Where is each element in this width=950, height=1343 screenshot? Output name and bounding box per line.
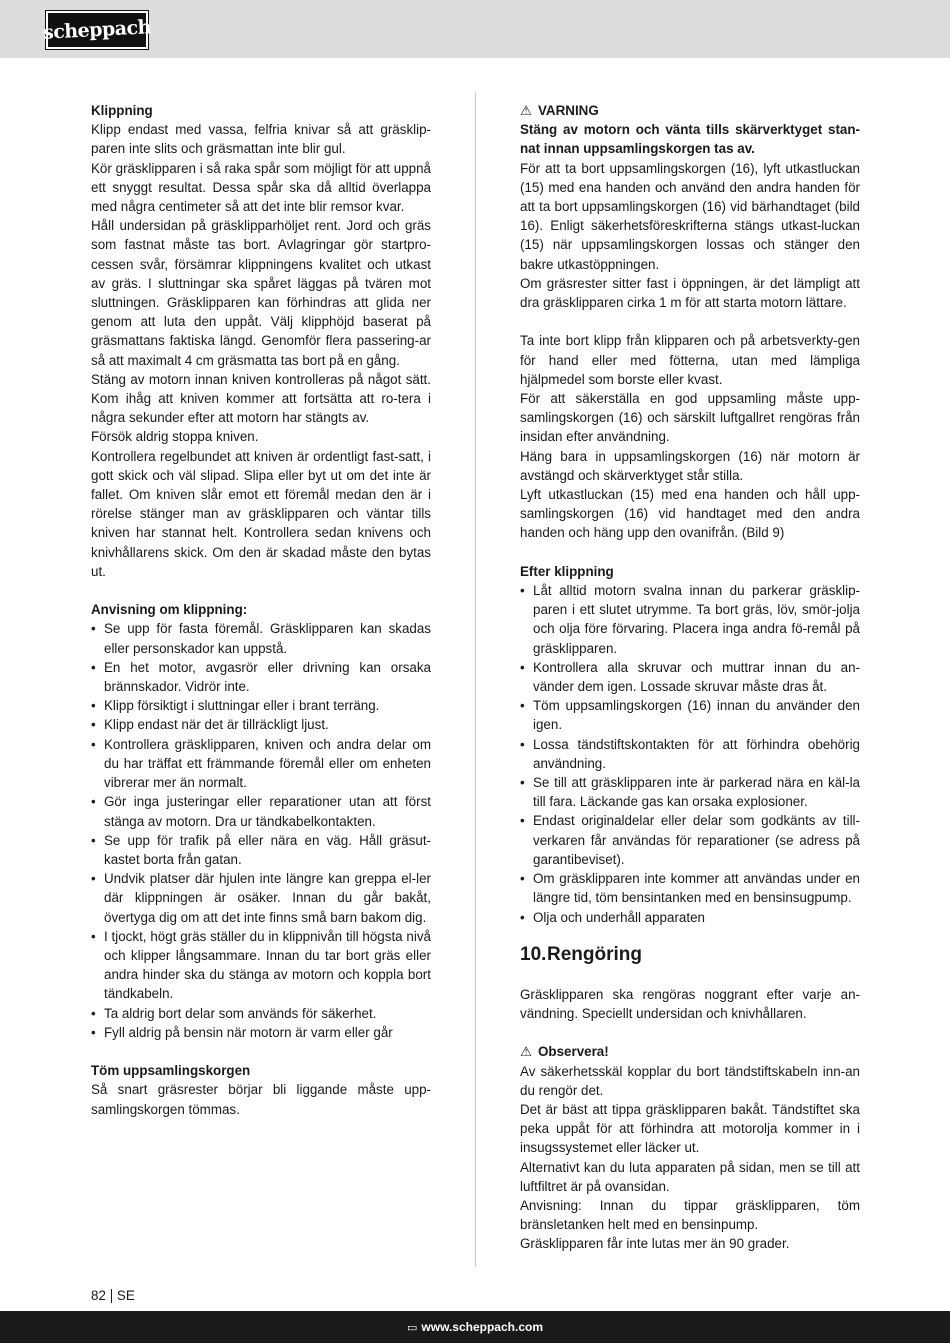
list-item: • Se upp för fasta föremål. Gräsklipparen kan skadas eller personskador kan uppstå. [91, 619, 431, 657]
paragraph: Stäng av motorn innan kniven kontrolleras på något sätt. Kom ihåg att kniven kommer att fortsätta att ro-tera i några sekunder efter att motorn har stängts av. [91, 371, 431, 426]
efter-list [520, 581, 860, 927]
list-item: • I tjockt, högt gräs ställer du in klippnivån till högsta nivå och klipper långsammare. Innan du tar bort gräs eller andra hinder ska du stänga av motorn och koppla bort tändkabeln. [91, 927, 431, 1004]
page-number: 82 [91, 1288, 106, 1303]
observera-label: Observera! [538, 1044, 609, 1060]
observera-heading [520, 1042, 860, 1061]
page-footer [91, 1288, 135, 1303]
paragraph: Försök aldrig stoppa kniven. [91, 429, 259, 445]
list-item: • Kontrollera alla skruvar och muttrar innan du an-vänder dem igen. Lossade skruvar måste dras åt. [520, 658, 860, 696]
list-item: • Endast originaldelar eller delar som godkänts av till-verkaren får användas för reparationer (se adress på garantibeviset). [520, 811, 860, 869]
paragraph: För att säkerställa en god uppsamling måste upp-samlingskorgen (16) och särskilt luftgallret rengöras från insidan efter användning. [520, 391, 860, 445]
paragraph: Kör gräsklipparen i så raka spår som möjligt för att uppnå ett snyggt resultat. Dessa spår ska då alltid överlappa med några centimeter så att det inte blir remsor kvar. [91, 160, 431, 215]
list-item: • Töm uppsamlingskorgen (16) innan du använder den igen. [520, 696, 860, 734]
list-item: • Lossa tändstiftskontakten för att förhindra obehörig användning. [520, 735, 860, 773]
footer-bar [0, 1311, 950, 1343]
paragraph: Om gräsrester sitter fast i öppningen, är det lämpligt att dra gräsklipparen cirka 1 m för att starta motorn lättare. [520, 275, 860, 311]
varning-bold: Stäng av motorn och vänta tills skärverktyget stan-nat innan uppsamlingskorgen tas av. [520, 122, 860, 157]
paragraph: Av säkerhetsskäl kopplar du bort tändstiftskabeln inn-an du rengör det. [520, 1063, 860, 1098]
paragraph: Gräsklipparen ska rengöras noggrant efter varje an-vändning. Speciellt undersidan och knivhållaren. [520, 986, 860, 1021]
paragraph: Klipp endast med vassa, felfria knivar så att gräsklip-paren inte slits och gräsmattan inte blir gul. [91, 122, 431, 157]
list-item: • Kontrollera gräsklipparen, kniven och andra delar om du har träffat ett främmande föremål eller om enheten vibrerar mer än normalt. [91, 735, 431, 793]
list-item: • Klipp försiktigt i sluttningar eller i brant terräng. [91, 696, 431, 715]
section-title [520, 943, 860, 967]
section-number: 10. [520, 943, 547, 965]
language-code: SE [116, 1288, 135, 1303]
brand-logo [42, 11, 152, 49]
anvisning-list [91, 619, 431, 1041]
paragraph: Gräsklipparen får inte lutas mer än 90 grader. [520, 1236, 790, 1252]
header-bar [0, 0, 950, 58]
list-item: • Klipp endast när det är tillräckligt ljust. [91, 715, 431, 734]
paragraph: Det är bäst att tippa gräsklipparen bakåt. Tändstiftet ska peka uppåt för att förhindra att motorolja kommer in i insugssystemet eller läcker ut. [520, 1101, 860, 1156]
paragraph: Lyft utkastluckan (15) med ena handen och håll upp-samlingskorgen (16) vid handtaget med den andra handen och häng upp den ovanifrån. (Bild 9) [520, 487, 860, 541]
logo-text: scheppach [42, 16, 152, 44]
paragraph: Häng bara in uppsamlingskorgen (16) när motorn är avstängd och skärverktyget står stilla. [520, 448, 860, 483]
list-item: • Låt alltid motorn svalna innan du parkerar gräsklip-paren i ett slutet utrymme. Ta bort gräs, löv, smör-jolja och olja före förvaring. Placera inga andra fö-remål på gräsklipparen. [520, 581, 860, 658]
paragraph: Så snart gräsrester börjar bli liggande måste upp-samlingskorgen tömmas. [91, 1082, 431, 1117]
tom-heading: Töm uppsamlingskorgen [91, 1063, 251, 1079]
klippning-heading: Klippning [91, 103, 153, 118]
paragraph: Alternativt kan du luta apparaten på sidan, men se till att luftfiltret är på ovansidan. [520, 1159, 860, 1194]
section-title-text: Rengöring [547, 943, 642, 965]
paragraph: Anvisning: Innan du tippar gräsklipparen, töm bränsletanken helt med en bensinpump. [520, 1197, 860, 1233]
efter-heading: Efter klippning [520, 563, 614, 579]
list-item: • Ta aldrig bort delar som används för säkerhet. [91, 1004, 431, 1023]
list-item: • Om gräsklipparen inte kommer att användas under en längre tid, töm bensintanken med en bensinsugpump. [520, 869, 860, 907]
list-item: • Olja och underhåll apparaten [520, 908, 860, 927]
list-item: • Se till att gräsklipparen inte är parkerad nära en käl-la till fara. Läckande gas kan orsaka explosioner. [520, 773, 860, 811]
list-item: • Se upp för trafik på eller nära en väg. Håll gräsut-kastet borta från gatan. [91, 831, 431, 869]
paragraph: För att ta bort uppsamlingskorgen (16), lyft utkastluckan (15) med ena handen och använd den andra handen för att ta bort uppsamlingskorgen (16) vid bärhandtaget (bild 16). Enligt säkerhetsföreskrifterna stängs utkast-luckan (15) när uppsamlingskorgen lossas och stänger den bakre utkastöppningen. [520, 160, 860, 272]
website-link[interactable]: www.scheppach.com [421, 1320, 543, 1334]
column-divider [475, 92, 476, 1267]
varning-label: VARNING [538, 103, 599, 118]
right-column [520, 101, 860, 1254]
warning-icon: ⚠ [520, 1044, 533, 1060]
varning-heading [520, 101, 860, 120]
monitor-icon: ▭ [407, 1321, 418, 1334]
list-item: • Undvik platser där hjulen inte längre kan greppa el-ler där klippningen är osäker. Innan du går bakåt, övertyga dig om att det inte finns små barn bakom dig. [91, 869, 431, 927]
list-item: • Fyll aldrig på bensin när motorn är varm eller går [91, 1023, 431, 1042]
paragraph: Håll undersidan på gräsklipparhöljet rent. Jord och gräs som fastnat måste tas bort. Avlagringar gör startpro-cessen svår, försämrar klippningens kvalitet och utkast av gräs. I sluttningar ska spåret läggas på tvären mot sluttningen. Gräsklipparen kan förhindras att glida ner genom att luta den uppåt. Välj klipphöjd baserat på gräsmattans faktiska längd. Genomför flera passering-ar så att maximalt 4 cm gräsmatta tas bort på en gång. [91, 218, 431, 368]
paragraph: Ta inte bort klipp från klipparen och på arbetsverkty-gen för hand eller med fötterna, utan med lämpliga hjälpmedel som borste eller kvast. [520, 333, 860, 387]
warning-icon: ⚠ [520, 103, 533, 118]
anvisning-heading: Anvisning om klippning: [91, 602, 248, 618]
footer-separator [111, 1289, 112, 1303]
left-column [91, 101, 431, 1119]
list-item: • En het motor, avgasrör eller drivning kan orsaka brännskador. Vidrör inte. [91, 658, 431, 696]
paragraph: Kontrollera regelbundet att kniven är ordentligt fast-satt, i gott skick och väl slipad. Slipa eller byt ut om det inte är fallet. Om kniven slår emot ett föremål medan den är i rörelse stänger man av gräsklipparen och väntar tills kniven har stannat helt. Kontrollera sedan knivens och knivhållarens skick. Om den är skadad måste den bytas ut. [91, 448, 431, 579]
list-item: • Gör inga justeringar eller reparationer utan att först stänga av motorn. Dra ur tändkabelkontakten. [91, 792, 431, 830]
